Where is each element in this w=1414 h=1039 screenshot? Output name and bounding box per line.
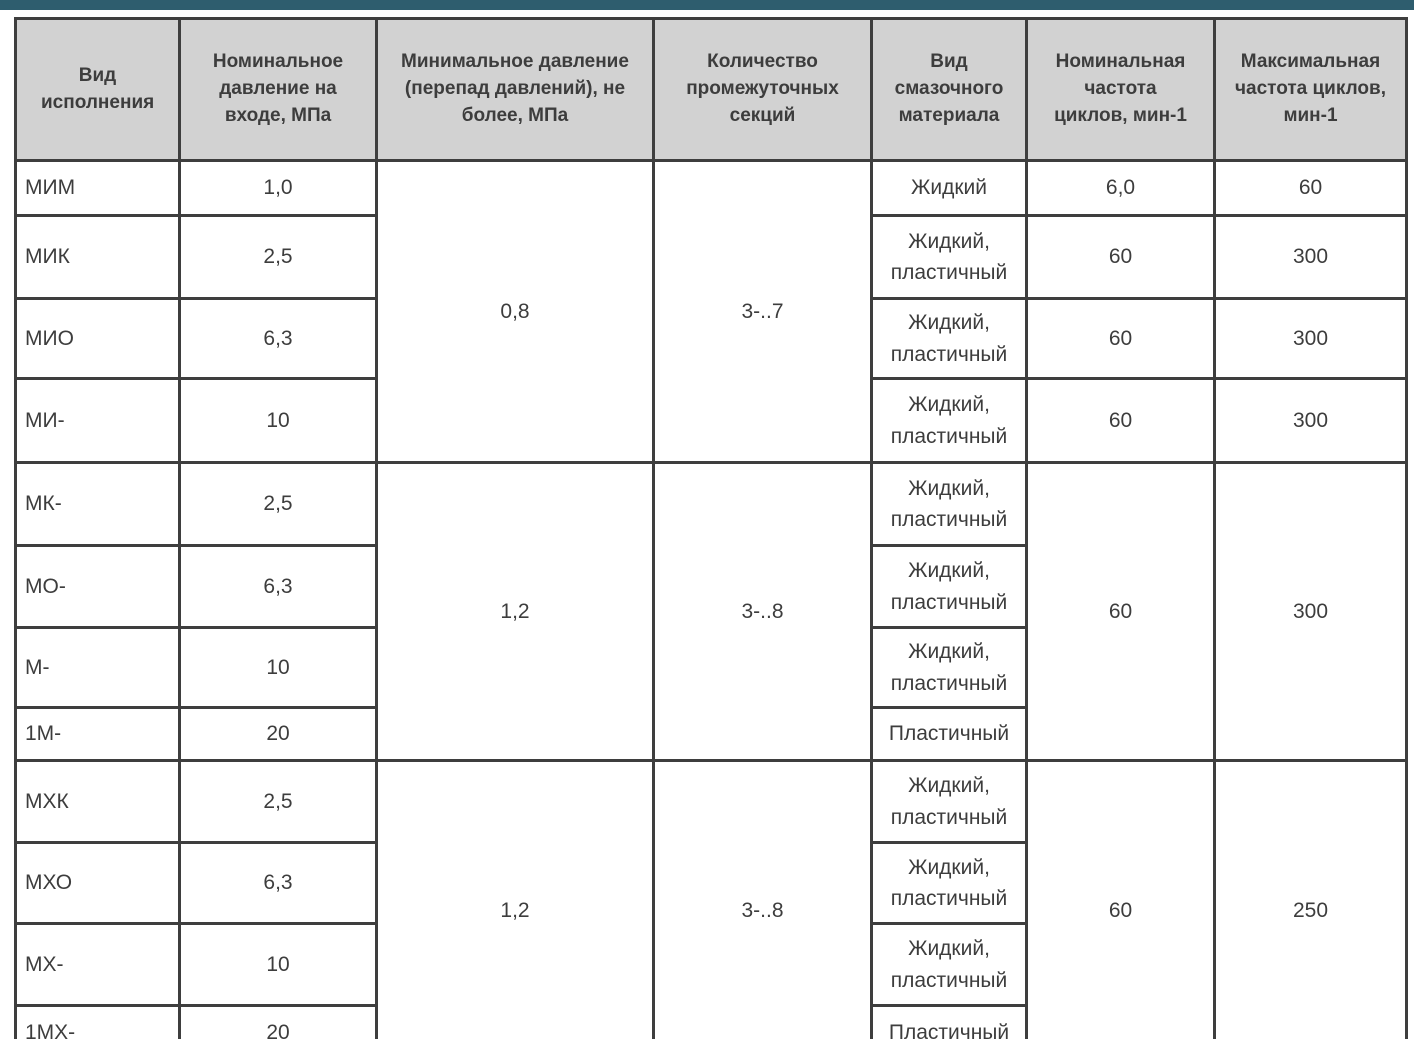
cell-max-frequency: 250 — [1215, 761, 1407, 1039]
cell-nominal-frequency: 60 — [1027, 761, 1215, 1039]
cell-inlet-pressure: 1,0 — [180, 161, 377, 216]
cell-sections-count: 3-..8 — [654, 761, 872, 1039]
cell-max-frequency: 60 — [1215, 161, 1407, 216]
cell-inlet-pressure: 6,3 — [180, 546, 377, 628]
cell-execution-type: М- — [16, 628, 180, 708]
cell-lubricant: Жидкий, пластичный — [872, 843, 1027, 924]
cell-inlet-pressure: 6,3 — [180, 299, 377, 379]
cell-inlet-pressure: 20 — [180, 1006, 377, 1039]
cell-nominal-frequency: 60 — [1027, 216, 1215, 299]
table-body — [16, 161, 1407, 1039]
cell-execution-type: МО- — [16, 546, 180, 628]
column-header-lubricant-type: Вид смазочного материала — [872, 19, 1027, 161]
cell-execution-type: МХО — [16, 843, 180, 924]
cell-lubricant: Жидкий, пластичный — [872, 546, 1027, 628]
cell-lubricant: Жидкий, пластичный — [872, 299, 1027, 379]
cell-min-pressure: 1,2 — [377, 463, 654, 761]
cell-inlet-pressure: 10 — [180, 924, 377, 1006]
spec-table-container — [14, 17, 1405, 1039]
cell-lubricant: Жидкий, пластичный — [872, 463, 1027, 546]
cell-execution-type: 1МХ- — [16, 1006, 180, 1039]
cell-nominal-frequency: 60 — [1027, 463, 1215, 761]
cell-lubricant: Пластичный — [872, 708, 1027, 761]
cell-lubricant: Пластичный — [872, 1006, 1027, 1039]
cell-inlet-pressure: 6,3 — [180, 843, 377, 924]
table-header — [16, 19, 1407, 161]
cell-lubricant: Жидкий, пластичный — [872, 924, 1027, 1006]
column-header-min-pressure: Минимальное давление (перепад давлений), не более, МПа — [377, 19, 654, 161]
cell-sections-count: 3-..7 — [654, 161, 872, 463]
cell-execution-type: 1М- — [16, 708, 180, 761]
cell-lubricant: Жидкий, пластичный — [872, 628, 1027, 708]
cell-min-pressure: 0,8 — [377, 161, 654, 463]
cell-max-frequency: 300 — [1215, 299, 1407, 379]
column-header-max-frequency: Максимальная частота циклов, мин-1 — [1215, 19, 1407, 161]
cell-execution-type: МИК — [16, 216, 180, 299]
column-header-inlet-pressure: Номинальное давление на входе, МПа — [180, 19, 377, 161]
cell-execution-type: МИМ — [16, 161, 180, 216]
cell-inlet-pressure: 2,5 — [180, 216, 377, 299]
cell-execution-type: МИО — [16, 299, 180, 379]
cell-lubricant: Жидкий, пластичный — [872, 761, 1027, 843]
cell-max-frequency: 300 — [1215, 379, 1407, 463]
cell-max-frequency: 300 — [1215, 216, 1407, 299]
cell-nominal-frequency: 60 — [1027, 379, 1215, 463]
cell-max-frequency: 300 — [1215, 463, 1407, 761]
cell-inlet-pressure: 10 — [180, 379, 377, 463]
column-header-sections-count: Количество промежуточных секций — [654, 19, 872, 161]
table-row — [16, 161, 1407, 216]
cell-nominal-frequency: 6,0 — [1027, 161, 1215, 216]
cell-inlet-pressure: 20 — [180, 708, 377, 761]
top-accent-bar — [0, 0, 1414, 10]
cell-execution-type: МХ- — [16, 924, 180, 1006]
column-header-nominal-frequency: Номинальная частота циклов, мин-1 — [1027, 19, 1215, 161]
cell-lubricant: Жидкий, пластичный — [872, 216, 1027, 299]
pump-spec-table — [14, 17, 1408, 1039]
cell-execution-type: МК- — [16, 463, 180, 546]
cell-inlet-pressure: 2,5 — [180, 463, 377, 546]
cell-min-pressure: 1,2 — [377, 761, 654, 1039]
table-row — [16, 761, 1407, 843]
header-row — [16, 19, 1407, 161]
cell-sections-count: 3-..8 — [654, 463, 872, 761]
table-row — [16, 463, 1407, 546]
cell-inlet-pressure: 2,5 — [180, 761, 377, 843]
cell-lubricant: Жидкий, пластичный — [872, 379, 1027, 463]
cell-execution-type: МХК — [16, 761, 180, 843]
cell-lubricant: Жидкий — [872, 161, 1027, 216]
cell-execution-type: МИ- — [16, 379, 180, 463]
column-header-execution-type: Вид исполнения — [16, 19, 180, 161]
cell-nominal-frequency: 60 — [1027, 299, 1215, 379]
cell-inlet-pressure: 10 — [180, 628, 377, 708]
